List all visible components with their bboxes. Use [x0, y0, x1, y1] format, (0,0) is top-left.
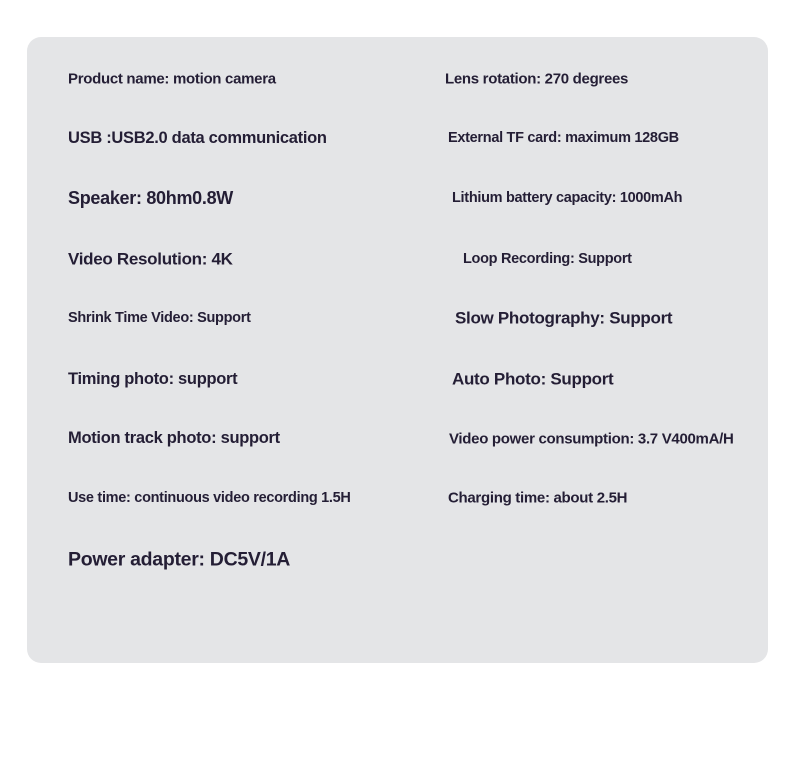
spec-external-tf-card: External TF card: maximum 128GB — [448, 129, 679, 146]
spec-loop-recording: Loop Recording: Support — [463, 250, 632, 267]
spec-timing-photo: Timing photo: support — [68, 369, 238, 388]
spec-video-resolution: Video Resolution: 4K — [68, 249, 233, 269]
spec-charging-time: Charging time: about 2.5H — [448, 489, 628, 507]
spec-lens-rotation: Lens rotation: 270 degrees — [445, 70, 629, 88]
spec-auto-photo: Auto Photo: Support — [452, 369, 614, 389]
spec-motion-track-photo: Motion track photo: support — [68, 428, 280, 447]
spec-usb: USB :USB2.0 data communication — [68, 128, 327, 147]
spec-card — [27, 37, 768, 663]
spec-speaker: Speaker: 80hm0.8W — [68, 188, 233, 208]
spec-use-time: Use time: continuous video recording 1.5H — [68, 489, 351, 506]
spec-video-power-consumption: Video power consumption: 3.7 V400mA/H — [449, 430, 734, 448]
spec-shrink-time-video: Shrink Time Video: Support — [68, 309, 251, 326]
spec-product-name: Product name: motion camera — [68, 70, 276, 88]
spec-battery-capacity: Lithium battery capacity: 1000mAh — [452, 189, 683, 206]
spec-power-adapter: Power adapter: DC5V/1A — [68, 548, 291, 571]
spec-slow-photography: Slow Photography: Support — [455, 308, 673, 328]
